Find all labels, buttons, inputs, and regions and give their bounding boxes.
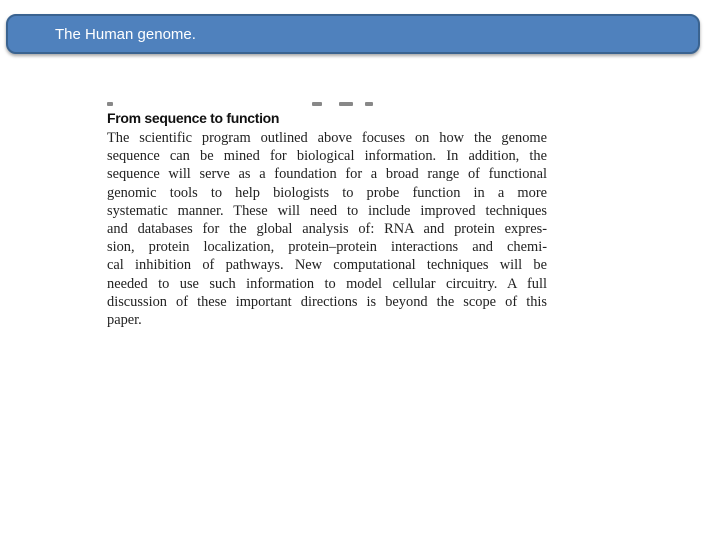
excerpt-line: and databases for the global analysis of: RNA and protein expres- [107, 220, 547, 237]
excerpt-line: sequence will serve as a foundation for a broad range of functional [107, 166, 547, 183]
slide-title: The Human genome. [55, 26, 196, 43]
excerpt-line: cal inhibition of pathways. New computational techniques will be [107, 257, 547, 274]
excerpt-line: systematic manner. These will need to include improved techniques [107, 202, 547, 219]
excerpt-line: genomic tools to help biologists to probe function in a more [107, 184, 547, 201]
cropped-text-line [107, 100, 549, 108]
excerpt-line: paper. [107, 311, 142, 328]
excerpt-line: sion, protein localization, protein–protein interactions and chemi- [107, 239, 547, 256]
title-bar [6, 14, 700, 54]
excerpt-line: sequence can be mined for biological information. In addition, the [107, 148, 547, 165]
excerpt-line: discussion of these important directions is beyond the scope of this [107, 293, 547, 310]
excerpt-line: needed to use such information to model cellular circuitry. A full [107, 275, 547, 292]
excerpt-line: The scientific program outlined above focuses on how the genome [107, 130, 547, 146]
excerpt-body [107, 129, 547, 329]
article-excerpt-image [107, 100, 549, 335]
excerpt-heading: From sequence to function [107, 110, 280, 126]
